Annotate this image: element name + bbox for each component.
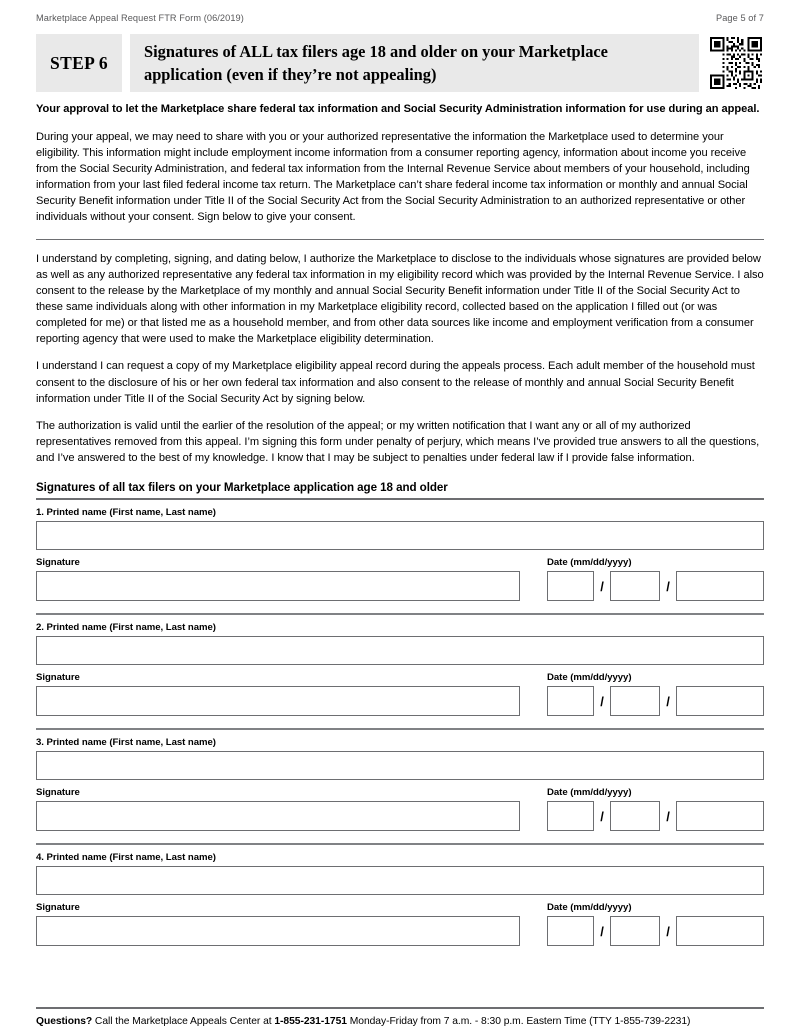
signature-input-2[interactable] bbox=[36, 686, 520, 716]
date-field-group-3 bbox=[547, 801, 764, 831]
date-month-input-1[interactable] bbox=[547, 571, 594, 601]
approval-lede: Your approval to let the Marketplace share federal tax information and Social Security Administration information for use during an appeal. bbox=[36, 103, 760, 115]
signature-label-3: Signature bbox=[36, 787, 80, 799]
date-year-input-1[interactable] bbox=[676, 571, 764, 601]
signature-block-1 bbox=[36, 500, 764, 601]
printed-name-label-1: 1. Printed name (First name, Last name) bbox=[36, 507, 216, 519]
date-separator-icon: / bbox=[666, 578, 670, 594]
banner-gap bbox=[122, 34, 130, 92]
running-header bbox=[36, 0, 764, 23]
date-day-input-2[interactable] bbox=[610, 686, 660, 716]
printed-name-label-4: 4. Printed name (First name, Last name) bbox=[36, 852, 216, 864]
date-separator-icon: / bbox=[600, 693, 604, 709]
footer-divider bbox=[36, 1007, 764, 1009]
questions-label: Questions? bbox=[36, 1016, 93, 1027]
date-field-group-1 bbox=[547, 571, 764, 601]
qr-code-icon bbox=[708, 34, 764, 92]
printed-name-label-2: 2. Printed name (First name, Last name) bbox=[36, 622, 216, 634]
step-title bbox=[130, 34, 699, 92]
intro-paragraph-1: During your appeal, we may need to share with you or your authorized representative the information the Marketplace used to determine your eligibility. This information might include employment income information from a consumer reporting agency, information about income you receive from the Social Security Administration, and federal tax information from the Internal Revenue Service about members of your household, including information from your last filed federal income tax return. The Marketplace can’t share federal income tax information or monthly and annual Social Security Benefit information under Title II of the Social Security Act from the Social Security Administration to an authorized representative or other individuals without your consent. Sign below to give your consent. bbox=[36, 130, 750, 224]
page-indicator: Page 5 of 7 bbox=[715, 13, 764, 23]
signature-block-3 bbox=[36, 730, 764, 831]
footer-text bbox=[36, 1016, 764, 1027]
divider-above-consent bbox=[36, 239, 764, 240]
signature-block-4 bbox=[36, 845, 764, 946]
date-day-input-4[interactable] bbox=[610, 916, 660, 946]
signature-block-2 bbox=[36, 615, 764, 716]
signature-label-1: Signature bbox=[36, 557, 80, 569]
footer-text-before-phone: Call the Marketplace Appeals Center at bbox=[92, 1016, 275, 1027]
printed-name-input-2[interactable] bbox=[36, 636, 764, 665]
date-separator-icon: / bbox=[600, 808, 604, 824]
signature-input-3[interactable] bbox=[36, 801, 520, 831]
date-month-input-4[interactable] bbox=[547, 916, 594, 946]
date-label-2: Date (mm/dd/yyyy) bbox=[547, 672, 632, 684]
date-label-3: Date (mm/dd/yyyy) bbox=[547, 787, 632, 799]
date-separator-icon: / bbox=[666, 808, 670, 824]
date-day-input-1[interactable] bbox=[610, 571, 660, 601]
signature-label-2: Signature bbox=[36, 672, 80, 684]
signatures-section-title: Signatures of all tax filers on your Marketplace application age 18 and older bbox=[36, 481, 448, 495]
date-field-group-4 bbox=[547, 916, 764, 946]
step-number-chip: STEP 6 bbox=[36, 34, 122, 92]
date-separator-icon: / bbox=[600, 923, 604, 939]
date-separator-icon: / bbox=[666, 923, 670, 939]
date-separator-icon: / bbox=[600, 578, 604, 594]
signature-input-4[interactable] bbox=[36, 916, 520, 946]
footer-text-after-phone: Monday-Friday from 7 a.m. - 8:30 p.m. Eastern Time (TTY 1-855-739-2231) bbox=[346, 1016, 691, 1027]
date-field-group-2 bbox=[547, 686, 764, 716]
signature-label-4: Signature bbox=[36, 902, 80, 914]
signature-input-1[interactable] bbox=[36, 571, 520, 601]
appeals-center-phone: 1-855-231-1751 bbox=[274, 1016, 347, 1027]
step-banner bbox=[36, 34, 764, 92]
date-separator-icon: / bbox=[666, 693, 670, 709]
form-title: Marketplace Appeal Request FTR Form (06/2019) bbox=[36, 13, 244, 23]
date-year-input-2[interactable] bbox=[676, 686, 764, 716]
date-label-4: Date (mm/dd/yyyy) bbox=[547, 902, 632, 914]
consent-paragraph-1: I understand by completing, signing, and dating below, I authorize the Marketplace to disclose to the individuals whose signatures are provided below as well as any authorized representative any federal tax information in my eligibility record which was provided by the Internal Revenue Service. I also consent to the release by the Marketplace of my monthly and annual Social Security Benefit information under Title II of the Social Security Act to these same individuals along with other information in my Marketplace eligibility record, collected based on the application I filled out (or was completed for me) or that listed me as a household member, and from other data sources like income and employment verification from a consumer reporting agency that were used to make the Marketplace eligibility determination. bbox=[36, 252, 764, 346]
printed-name-input-4[interactable] bbox=[36, 866, 764, 895]
date-month-input-3[interactable] bbox=[547, 801, 594, 831]
page-footer bbox=[36, 1007, 764, 1027]
consent-paragraph-2: I understand I can request a copy of my Marketplace eligibility appeal record during the appeals process. Each adult member of the household must consent to the disclosure of his or her own federal tax information and also consent to the release of monthly and annual Social Security Benefit information under Title II of the Social Security Act by signing below. bbox=[36, 360, 755, 405]
consent-paragraph-3: The authorization is valid until the earlier of the resolution of the appeal; or my written notification that I want any or all of my authorized representatives removed from this appeal. I’m signing this form under penalty of perjury, which means I’ve provided true answers to all the questions, and I’ve answered to the best of my knowledge. I know that I may be subject to penalties under federal law if I provide false information. bbox=[36, 419, 760, 465]
date-year-input-4[interactable] bbox=[676, 916, 764, 946]
date-day-input-3[interactable] bbox=[610, 801, 660, 831]
printed-name-label-3: 3. Printed name (First name, Last name) bbox=[36, 737, 216, 749]
date-year-input-3[interactable] bbox=[676, 801, 764, 831]
printed-name-input-3[interactable] bbox=[36, 751, 764, 780]
step-title-line-2: application (even if they’re not appealing) bbox=[144, 65, 437, 84]
date-label-1: Date (mm/dd/yyyy) bbox=[547, 557, 632, 569]
printed-name-input-1[interactable] bbox=[36, 521, 764, 550]
step-title-line-1: Signatures of ALL tax filers age 18 and older on your Marketplace bbox=[144, 41, 608, 61]
date-month-input-2[interactable] bbox=[547, 686, 594, 716]
